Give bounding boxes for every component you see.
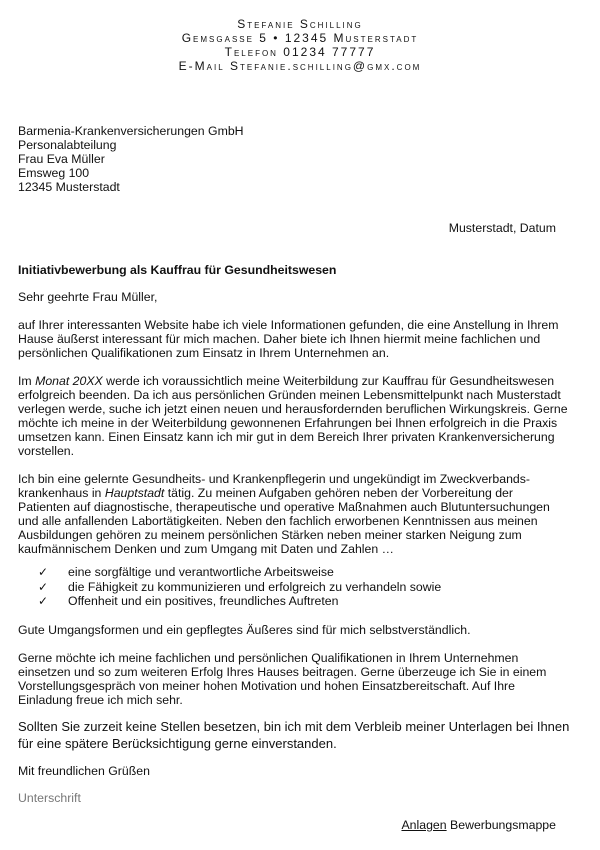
checklist-text: die Fähigkeit zu kommunizieren und erfolgreich zu verhandeln sowie — [68, 579, 442, 594]
checklist-item — [38, 580, 441, 595]
paragraph-line: Ausbildungen gehören zu meinem persönlichen Stärken neben meiner starken Neigung zum — [18, 528, 522, 542]
paragraph-retention — [18, 718, 568, 752]
paragraph-line: Vorstellungsgespräch von meiner hohen Motivation und hohen Einsatzbereitschaft. Auf Ihre — [18, 679, 515, 693]
checklist-text: eine sorgfältige und verantwortliche Arbeitsweise — [68, 565, 334, 579]
attachments-label: Anlagen — [401, 818, 447, 832]
sender-address: Gemsgasse 5 • 12345 Musterstadt — [181, 31, 419, 45]
text-fragment: krankenhaus in — [18, 486, 105, 500]
paragraph-line: auf Ihrer interessanten Website habe ich viele Informationen gefunden, die eine Anstellung in Ihrem — [18, 318, 559, 332]
signature: Unterschrift — [18, 791, 81, 805]
paragraph-line: persönlichen Qualifikationen zum Einsatz in Ihrem Unternehmen an. — [18, 346, 390, 360]
sender-email: E-Mail Stefanie.schilling@gmx.com — [178, 59, 422, 73]
recipient-city: 12345 Musterstadt — [18, 180, 120, 194]
check-icon: ✓ — [38, 565, 49, 579]
paragraph-line: vorstellen. — [18, 444, 75, 458]
paragraph-line: Gerne möchte ich meine fachlichen und persönlichen Qualifikationen in Ihrem Unternehmen — [18, 651, 519, 665]
paragraph-line: Einladung freue ich mich sehr. — [18, 693, 183, 707]
paragraph-line: Patienten auf diagnostische, therapeutische und operative Maßnahmen auch Blutuntersuchungen — [18, 500, 550, 514]
text-fragment: werde ich voraussichtlich meine Weiterbildung zur Kauffrau für Gesundheitswesen — [102, 374, 555, 388]
salutation: Sehr geehrte Frau Müller, — [18, 290, 158, 304]
closing: Mit freundlichen Grüßen — [18, 764, 150, 778]
paragraph-intro — [18, 318, 568, 360]
placeholder-month: Monat 20XX — [35, 374, 103, 388]
check-icon: ✓ — [38, 579, 49, 594]
place-date: Musterstadt, Datum — [448, 221, 556, 235]
paragraph-line: Sollten Sie zurzeit keine Stellen besetzen, bin ich mit dem Verbleib meiner Unterlagen bei Ihnen — [18, 719, 570, 734]
paragraph-line: möchte ich meine in der Weiterbildung gewonnenen Erfahrungen bei Ihnen erfolgreich in die Praxis — [18, 416, 558, 430]
paragraph-line — [18, 486, 568, 500]
paragraph-line: einsetzen und so zum weiteren Erfolg Ihres Hauses beitragen. Gerne überzeuge ich Sie in einem — [18, 665, 547, 679]
paragraph-line: erfolgreich beenden. Da ich aus persönlichen Gründen meinen Lebensmittelpunkt nach Musterstadt — [18, 388, 561, 402]
sender-name: Stefanie Schilling — [237, 17, 363, 31]
paragraph-line: umsetzen kann. Einen Einsatz kann ich mir gut in dem Bereich Ihrer privaten Krankenversicherung — [18, 430, 555, 444]
paragraph-line: verlegen werde, suche ich jetzt einen neuen und herausfordernden beruflichen Wirkungskreis. Gerne — [18, 402, 568, 416]
checklist-item — [38, 565, 441, 580]
paragraph-motivation — [18, 374, 568, 458]
paragraph-line: Hause äußerst interessant für mich machen. Daher biete ich Ihnen hiermit meine fachlichen und — [18, 332, 541, 346]
paragraph-line: Ich bin eine gelernte Gesundheits- und Krankenpflegerin und ungekündigt im Zweckverbands- — [18, 472, 531, 486]
text-fragment: tätig. Zu meinen Aufgaben gehören neben der Vorbereitung der — [164, 486, 513, 500]
paragraph-offer — [18, 651, 568, 707]
recipient-street: Emsweg 100 — [18, 166, 90, 180]
recipient-contact: Frau Eva Müller — [18, 152, 105, 166]
recipient-address — [18, 124, 244, 194]
paragraph-line: für eine spätere Berücksichtigung gerne einverstanden. — [18, 736, 337, 751]
paragraph-experience — [18, 472, 568, 556]
attachments-text: Bewerbungsmappe — [446, 818, 556, 832]
paragraph-manners: Gute Umgangsformen und ein gepflegtes Äußeres sind für mich selbstverständlich. — [18, 623, 471, 637]
text-fragment: Im — [18, 374, 36, 388]
checklist-item — [38, 594, 441, 609]
attachments — [401, 818, 556, 832]
paragraph-line: und alle anfallenden Labortätigkeiten. Neben den fachlich erworbenen Kenntnissen aus meinen — [18, 514, 538, 528]
checklist-text: Offenheit und ein positives, freundliches Auftreten — [68, 594, 339, 608]
strengths-checklist — [38, 565, 441, 609]
placeholder-city: Hauptstadt — [104, 486, 165, 500]
subject-line: Initiativbewerbung als Kauffrau für Gesundheitswesen — [18, 263, 337, 277]
paragraph-line: kaufmännischem Denken und zum Umgang mit Daten und Zahlen … — [18, 542, 394, 556]
recipient-company: Barmenia-Krankenversicherungen GmbH — [18, 124, 244, 138]
check-icon: ✓ — [38, 594, 49, 608]
sender-phone: Telefon 01234 77777 — [224, 45, 376, 59]
paragraph-line — [18, 374, 568, 388]
recipient-department: Personalabteilung — [18, 138, 117, 152]
